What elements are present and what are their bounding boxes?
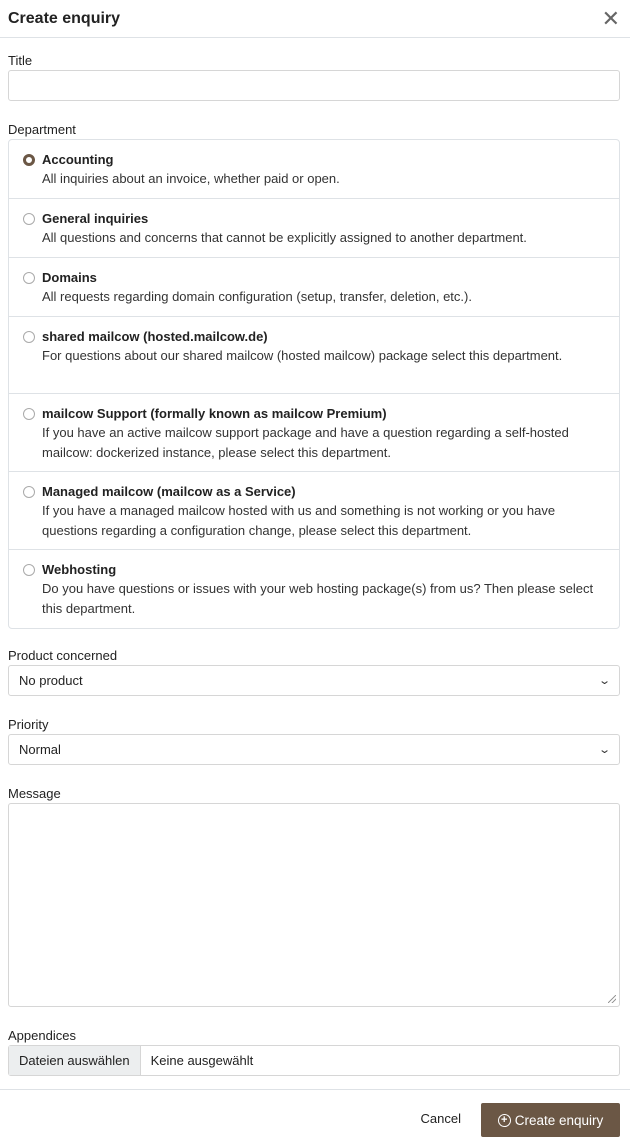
product-select[interactable] [8, 665, 620, 696]
appendices-label: Appendices [8, 1028, 76, 1043]
create-enquiry-button[interactable] [481, 1103, 620, 1137]
department-description: All requests regarding domain configuration (setup, transfer, deletion, etc.). [42, 289, 472, 304]
department-option[interactable] [9, 199, 619, 258]
plus-circle-icon: + [498, 1114, 511, 1127]
department-option-text [42, 561, 607, 628]
department-description: If you have a managed mailcow hosted with us and something is not working or you have questions regarding a configuration change, please select this department. [42, 503, 556, 538]
radio-button[interactable] [23, 331, 35, 343]
resize-handle[interactable] [608, 995, 616, 1003]
message-label: Message [8, 786, 61, 801]
department-label: Department [8, 122, 76, 137]
department-option-text [42, 405, 607, 471]
department-name: Managed mailcow (mailcow as a Service) [42, 484, 296, 499]
message-textarea[interactable] [8, 803, 620, 1007]
priority-value: Normal [19, 742, 61, 757]
chevron-down-icon: ⌄ [597, 675, 611, 687]
department-name: Accounting [42, 152, 114, 167]
department-name: General inquiries [42, 211, 149, 226]
department-name: shared mailcow (hosted.mailcow.de) [42, 329, 268, 344]
department-option[interactable] [9, 550, 619, 628]
department-description: All questions and concerns that cannot be explicitly assigned to another department. [42, 230, 527, 245]
department-option-text [42, 210, 527, 257]
title-label: Title [8, 53, 33, 68]
file-status: Keine ausgewählt [150, 1053, 254, 1068]
radio-button[interactable] [23, 408, 35, 420]
department-description: For questions about our shared mailcow (hosted mailcow) package select this department. [42, 348, 563, 363]
department-option-text [42, 483, 607, 549]
department-name: Webhosting [42, 562, 117, 577]
department-option[interactable] [9, 472, 619, 550]
dialog-header [0, 0, 630, 38]
dialog-title: Create enquiry [8, 9, 121, 27]
priority-label: Priority [8, 717, 49, 732]
department-option-text [42, 328, 562, 393]
department-name: Domains [42, 270, 97, 285]
radio-button[interactable] [23, 564, 35, 576]
radio-button[interactable] [23, 486, 35, 498]
radio-button[interactable] [23, 154, 35, 166]
priority-select[interactable] [8, 734, 620, 765]
radio-button[interactable] [23, 213, 35, 225]
department-option-text [42, 151, 340, 198]
department-name: mailcow Support (formally known as mailcow Premium) [42, 406, 387, 421]
close-icon[interactable]: ✕ [601, 5, 620, 31]
radio-button[interactable] [23, 272, 35, 284]
choose-files-button[interactable]: Dateien auswählen [9, 1046, 141, 1075]
title-input[interactable] [8, 70, 620, 101]
department-description: If you have an active mailcow support package and have a question regarding a self-hosted mailcow: dockerized instance, please select this department. [42, 425, 569, 460]
chevron-down-icon: ⌄ [597, 744, 611, 756]
department-option[interactable] [9, 258, 619, 317]
department-option[interactable] [9, 140, 619, 199]
department-option[interactable] [9, 394, 619, 472]
product-value: No product [19, 673, 83, 688]
department-option[interactable] [9, 317, 619, 394]
department-option-text [42, 269, 472, 316]
department-description: Do you have questions or issues with your web hosting package(s) from us? Then please select this department. [42, 581, 594, 616]
create-enquiry-label: Create enquiry [514, 1112, 604, 1128]
product-label: Product concerned [8, 648, 118, 663]
cancel-button[interactable]: Cancel [420, 1111, 461, 1126]
department-radio-group [8, 139, 620, 629]
department-description: All inquiries about an invoice, whether paid or open. [42, 171, 340, 186]
file-input[interactable] [8, 1045, 620, 1076]
